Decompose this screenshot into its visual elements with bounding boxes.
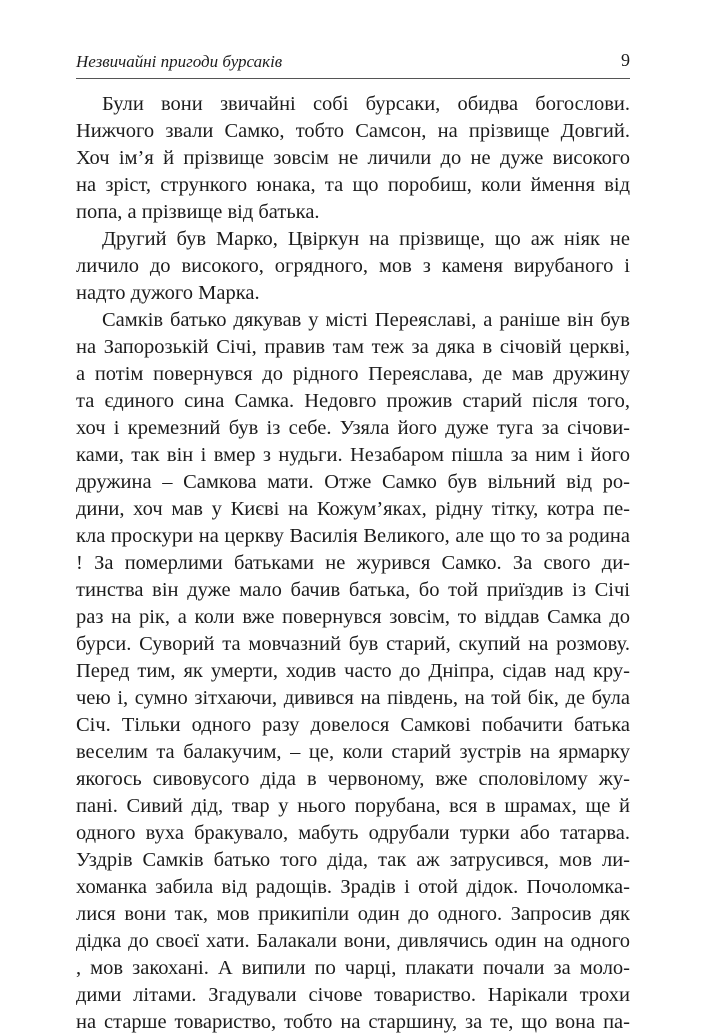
- text-line: якогось сивовусого діда в червоному, вже споловілому жу-: [76, 768, 630, 790]
- text-line: та єдиного сина Самка. Недовго прожив старий після того,: [76, 390, 630, 412]
- body-text: [76, 91, 630, 1036]
- text-line: одного вуха бракувало, мабуть одрубали турки або татарва.: [76, 822, 630, 844]
- text-line: хоч і кремезний був із себе. Узяла його дуже туга за січови-: [76, 417, 630, 439]
- text-line: хоманка забила від радощів. Зрадів і отой дідок. Почоломка-: [76, 876, 630, 898]
- text-line: Нижчого звали Самко, тобто Самсон, на прізвище Довгий.: [76, 120, 630, 142]
- text-line: , мов закохані. А випили по чарці, плакати почали за моло-: [76, 957, 630, 979]
- text-line: кла проскури на церкву Василія Великого, але що то за родина: [76, 525, 630, 547]
- text-line: ! За померлими батьками не журився Самко. За свого ди-: [76, 552, 630, 574]
- text-line: Хоч ім’я й прізвище зовсім не личили до не дуже високого: [76, 147, 630, 169]
- text-line: дідка до своєї хати. Балакали вони, дивлячись один на одного: [76, 930, 630, 952]
- text-line: лися вони так, мов прикипіли один до одного. Запросив дяк: [76, 903, 630, 925]
- text-line: дини, хоч мав у Києві на Кожум’яках, рідну тітку, котра пе-: [76, 498, 630, 520]
- text-line: Були вони звичайні собі бурсаки, обидва богослови.: [102, 93, 630, 115]
- text-line: Січ. Тільки одного разу довелося Самкові побачити батька: [76, 714, 630, 736]
- text-line: бурси. Суворий та мовчазний був старий, скупий на розмову.: [76, 633, 630, 655]
- book-page: [76, 48, 630, 1036]
- text-line: тинства він дуже мало бачив батька, бо той приїздив із Січі: [76, 579, 630, 601]
- text-line: веселим та балакучим, – це, коли старий зустрів на ярмарку: [76, 741, 630, 763]
- running-title: Незвичайні пригоди бурсаків: [76, 52, 283, 71]
- text-line: на старше товариство, тобто на старшину, за те, що вона па-: [76, 1011, 630, 1033]
- text-line: ками, так він і вмер з нудьги. Незабаром пішла за ним і його: [76, 444, 630, 466]
- text-line: дружина – Самкова мати. Отже Самко був вільний від ро-: [76, 471, 630, 493]
- text-line: а потім повернувся до рідного Переяслава, де мав дружину: [76, 363, 630, 385]
- text-line: надто дужого Марка.: [76, 282, 260, 304]
- text-line: попа, а прізвище від батька.: [76, 201, 320, 223]
- page-number: 9: [621, 50, 630, 70]
- text-line: Самків батько дякував у місті Переяславі, а раніше він був: [102, 309, 630, 331]
- text-line: раз на рік, а коли вже повернувся зовсім, то віддав Самка до: [76, 606, 630, 628]
- text-line: на зріст, стрункого юнака, та що поробиш, коли ймення від: [76, 174, 630, 196]
- text-line: Перед тим, як умерти, ходив часто до Дніпра, сідав над кру-: [76, 660, 630, 682]
- text-line: на Запорозькій Січі, правив там теж за дяка в січовій церкві,: [76, 336, 630, 358]
- text-line: личило до високого, огрядного, мов з каменя вирубаного і: [76, 255, 630, 277]
- text-line: дими літами. Згадували січове товариство. Нарікали трохи: [76, 984, 630, 1006]
- text-line: пані. Сивий дід, твар у нього порубана, вся в шрамах, ще й: [76, 795, 630, 817]
- text-line: Другий був Марко, Цвіркун на прізвище, що аж ніяк не: [102, 228, 630, 250]
- running-header: [76, 48, 630, 79]
- text-line: чею і, сумно зітхаючи, дивився на південь, на той бік, де була: [76, 687, 630, 709]
- text-line: Уздрів Самків батько того діда, так аж затрусився, мов ли-: [76, 849, 630, 871]
